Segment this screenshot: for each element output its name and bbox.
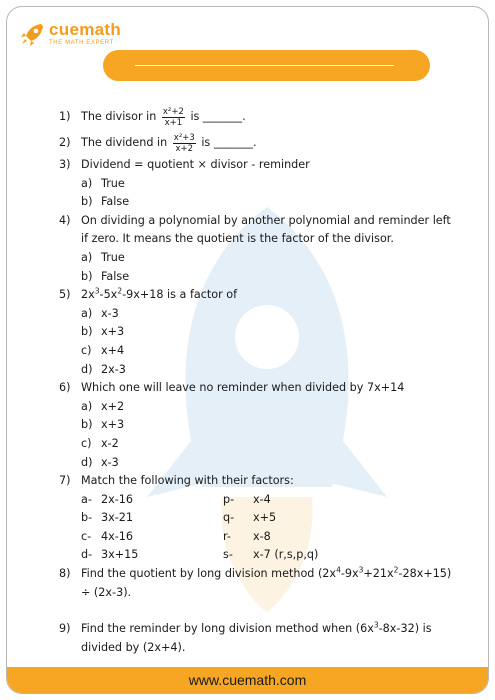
- fraction: $\frac{\text{x²+3}}{x+2}$: [173, 132, 195, 154]
- title-banner: [103, 50, 430, 81]
- match-row: d- 3x+15 s- x-7 (r,s,p,q): [81, 548, 319, 562]
- match-row: a- 2x-16 p- x-4: [81, 492, 271, 506]
- brand-tagline: THE MATH EXPERT: [49, 40, 114, 46]
- option-item: b) False: [81, 269, 130, 283]
- question-8: 8) Find the quotient by long division method $(2x^4-9x^3+21x^2-28x+15) \div (2x-3)$.: [59, 565, 452, 599]
- footer-url[interactable]: www.cuemath.com: [188, 672, 307, 688]
- brand-logo: [19, 21, 121, 46]
- option-item: b) x+3: [81, 325, 125, 339]
- fraction: $\frac{\text{x²+2}}{x+1}$: [162, 106, 184, 128]
- option-item: a) True: [81, 176, 125, 190]
- option-item: a) x-3: [81, 306, 119, 320]
- title-blank-line: [135, 65, 394, 66]
- question-4: 4) On dividing a polynomial by another polynomial and reminder left if zero. It means the quotient is the factor of the divisor.: [59, 213, 451, 246]
- rocket-logo-icon: [19, 22, 45, 46]
- question-5: 5) $2x^3-5x^2-9x+18$ is a factor of: [59, 286, 238, 302]
- option-item: d) x-3: [81, 455, 119, 469]
- match-row: c- 4x-16 r- x-8: [81, 529, 271, 543]
- question-3: 3) Dividend = quotient × divisor - reminder: [59, 158, 310, 171]
- worksheet-page: [6, 6, 489, 694]
- option-item: c) x+4: [81, 343, 125, 357]
- question-7: 7) Match the following with their factors:: [59, 474, 294, 488]
- brand-name: cuemath: [49, 20, 122, 39]
- question-1: 1) The divisor in $\frac{\text{x²+2}}{x+1}$ is _______.: [59, 106, 246, 128]
- question-9: 9) Find the reminder by long division method when $(6x^3-8x-32)$ is divided by (2x+4).: [59, 620, 432, 654]
- question-list: [59, 104, 459, 657]
- question-2: 2) The dividend in $\frac{\text{x²+3}}{x+2}$ is _______.: [59, 132, 257, 154]
- question-6: 6) Which one will leave no reminder when divided by 7x+14: [59, 381, 405, 395]
- match-row: b- 3x-21 q- x+5: [81, 511, 277, 525]
- option-item: a) True: [81, 250, 125, 264]
- option-item: a) x+2: [81, 399, 125, 413]
- footer-bar: [7, 667, 488, 693]
- option-item: b) False: [81, 195, 130, 209]
- option-item: d) 2x-3: [81, 362, 126, 376]
- option-item: b) x+3: [81, 418, 125, 432]
- option-item: c) x-2: [81, 436, 119, 450]
